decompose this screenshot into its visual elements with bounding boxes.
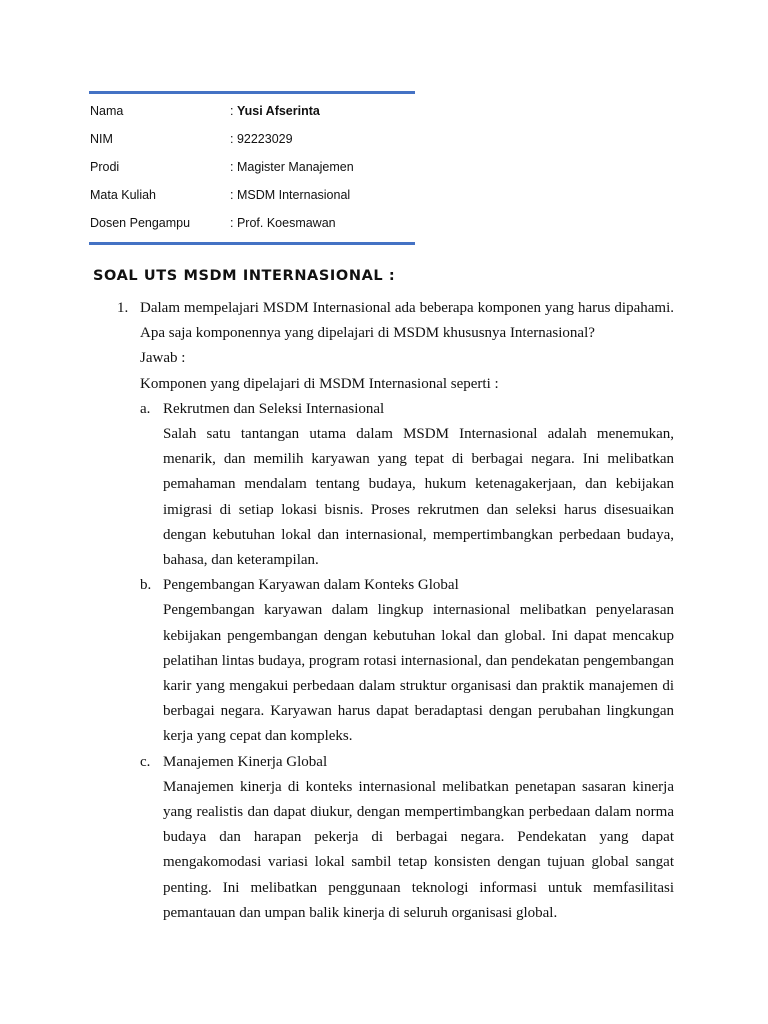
separator: : xyxy=(230,132,237,146)
identity-row-nama xyxy=(89,97,415,125)
answer-label: Jawab : xyxy=(140,350,186,367)
item-letter: c. xyxy=(140,753,151,770)
item-title-text: Rekrutmen dan Seleksi Internasional xyxy=(163,400,385,417)
item-title-text: Pengembangan Karyawan dalam Konteks Global xyxy=(163,577,459,594)
identity-value xyxy=(230,188,415,202)
lecturer-name: Prof. Koesmawan xyxy=(236,216,336,230)
item-paragraph: Pengembangan karyawan dalam lingkup internasional melibatkan penyelarasan kebijakan pengembangan dengan kebutuhan lokal dan global. Ini dapat mencakup pelatihan lintas budaya, program rotasi internasional, dan pendekatan pengembangan karir yang mengakui perbedaan dalam struktur organisasi dan praktik manajemen di berbagai negara. Karyawan harus dapat beradaptasi dengan perubahan lingkungan kerja yang cepat dan kompleks. xyxy=(163,602,674,745)
list-item xyxy=(0,750,768,926)
identity-row-nim xyxy=(89,125,415,153)
item-title xyxy=(140,397,768,422)
item-title-text: Manajemen Kinerja Global xyxy=(163,753,328,770)
list-item xyxy=(0,397,768,573)
item-letter: b. xyxy=(140,577,152,594)
item-paragraph: Salah satu tantangan utama dalam MSDM Internasional adalah menemukan, menarik, dan memilih karyawan yang tepat di berbagai negara. Ini melibatkan pemahaman mendalam tentang budaya, hukum ketenagakerjaan, dan kebijakan imigrasi di setiap lokasi bisnis. Proses rekrutmen dan seleksi harus disesuaikan dengan kebutuhan lokal dan internasional, mempertimbangkan perbedaan budaya, bahasa, dan keterampilan. xyxy=(163,426,674,569)
identity-row-mata-kuliah xyxy=(89,181,415,209)
question-text: Dalam mempelajari MSDM Internasional ada beberapa komponen yang harus dipahami. Apa saja komponennya yang dipelajari di MSDM khususnya Internasional? xyxy=(140,300,674,342)
separator: : xyxy=(230,104,237,118)
separator: : xyxy=(230,216,237,230)
student-nim: 92223029 xyxy=(236,132,293,146)
exam-content xyxy=(0,296,768,926)
question-1 xyxy=(117,296,674,346)
item-title xyxy=(140,750,768,775)
identity-row-dosen xyxy=(89,209,415,237)
identity-value xyxy=(230,216,415,230)
answer-intro: Komponen yang dipelajari di MSDM Internasional seperti : xyxy=(140,375,499,392)
separator: : xyxy=(230,160,237,174)
identity-label: NIM xyxy=(90,132,113,146)
identity-table xyxy=(89,91,415,245)
list-item xyxy=(0,573,768,749)
study-program: Magister Manajemen xyxy=(236,160,354,174)
student-name: Yusi Afserinta xyxy=(236,104,320,118)
item-paragraph: Manajemen kinerja di konteks internasional melibatkan penetapan sasaran kinerja yang realistis dan dapat diukur, dengan mempertimbangkan perbedaan dalam norma budaya dan harapan pekerja di berbagai negara. Pendekatan yang dapat mengakomodasi variasi lokal sambil tetap konsisten dengan tujuan global sangat penting. Ini melibatkan penggunaan teknologi informasi untuk memfasilitasi pemantauan dan umpan balik kinerja di seluruh organisasi global. xyxy=(163,778,674,921)
exam-heading: SOAL UTS MSDM INTERNASIONAL : xyxy=(93,268,396,284)
question-number: 1. xyxy=(117,300,129,316)
item-letter: a. xyxy=(140,400,151,417)
course-name: MSDM Internasional xyxy=(236,188,351,202)
identity-value xyxy=(230,132,415,146)
identity-label: Nama xyxy=(90,104,124,118)
identity-value xyxy=(230,160,415,174)
separator: : xyxy=(230,188,237,202)
identity-row-prodi xyxy=(89,153,415,181)
identity-value xyxy=(230,104,415,118)
identity-label: Dosen Pengampu xyxy=(90,216,191,230)
identity-label: Mata Kuliah xyxy=(90,188,157,202)
item-title xyxy=(140,573,768,598)
identity-label: Prodi xyxy=(90,160,120,174)
